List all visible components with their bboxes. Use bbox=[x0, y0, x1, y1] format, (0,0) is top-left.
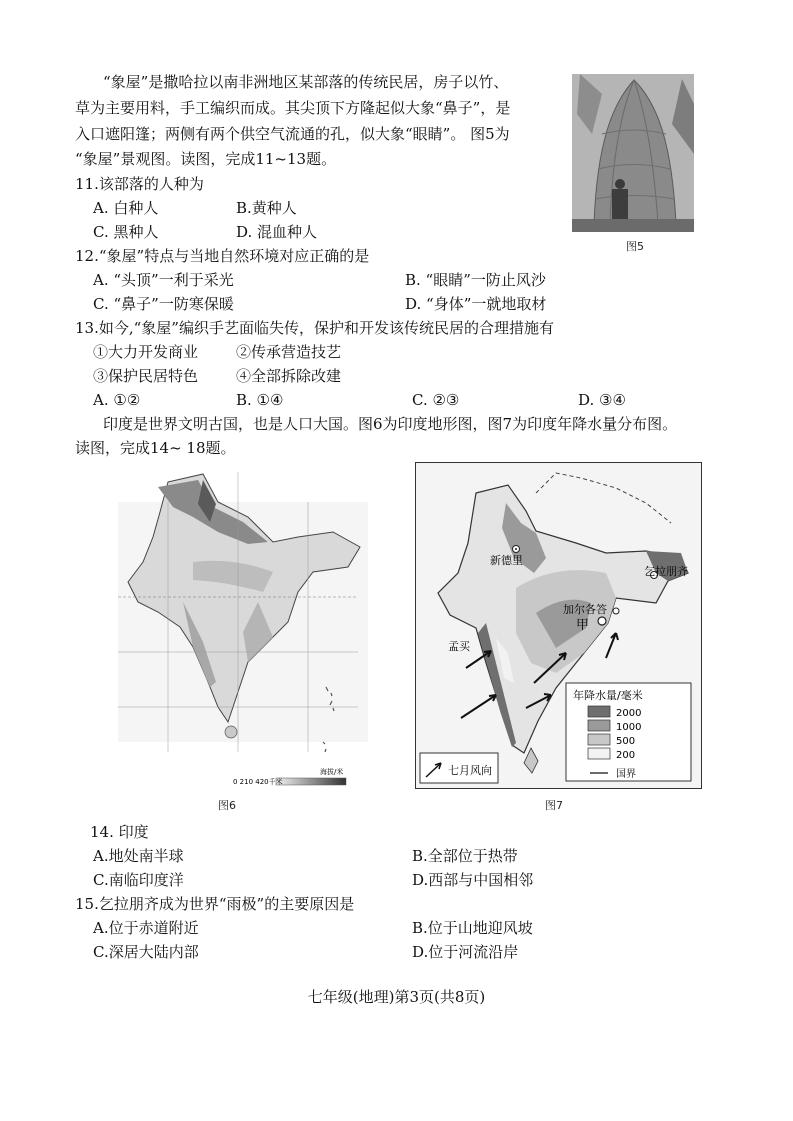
q15-stem: 15.乞拉朋齐成为世界“雨极”的主要原因是 bbox=[75, 895, 355, 913]
wind-legend-label: 七月风向 bbox=[448, 764, 492, 777]
q12-stem: 12.“象屋”特点与当地自然环境对应正确的是 bbox=[75, 247, 370, 265]
q11-stem: 11.该部落的人种为 bbox=[75, 175, 204, 193]
q13-option-d: D. ③④ bbox=[578, 391, 626, 409]
q11-option-b: B.黄种人 bbox=[236, 199, 297, 217]
intro2-line1: 印度是世界文明古国，也是人口大国。图6为印度地形图，图7为印度年降水量分布图。 bbox=[103, 415, 678, 433]
legend-title: 年降水量/毫米 bbox=[573, 689, 643, 702]
q15-option-b: B.位于山地迎风坡 bbox=[412, 919, 533, 937]
page-footer: 七年级(地理)第3页(共8页) bbox=[307, 988, 486, 1006]
legend-value-1000: 1000 bbox=[616, 722, 642, 733]
intro1-line1: “象屋”是撒哈拉以南非洲地区某部落的传统民居，房子以竹、 bbox=[103, 73, 509, 91]
intro2-line2: 读图，完成14~ 18题。 bbox=[75, 439, 236, 457]
q11-option-c: C. 黑种人 bbox=[93, 223, 159, 241]
q15-option-d: D.位于河流沿岸 bbox=[412, 943, 519, 961]
legend-value-200: 200 bbox=[616, 750, 636, 761]
q14-option-c: C.南临印度洋 bbox=[93, 871, 184, 889]
india-terrain-drawing bbox=[98, 462, 368, 792]
q13-option-a: A. ①② bbox=[93, 391, 141, 409]
q14-option-a: A.地处南半球 bbox=[93, 847, 184, 865]
india-precipitation-drawing bbox=[416, 463, 701, 788]
india-topographic-map bbox=[98, 462, 368, 792]
q14-stem: 14. 印度 bbox=[90, 823, 149, 841]
label-jia: 甲 bbox=[576, 618, 590, 633]
q14-option-d: D.西部与中国相邻 bbox=[412, 871, 534, 889]
q12-option-c: C. “鼻子”一防寒保暖 bbox=[93, 295, 234, 313]
q12-option-b: B. “眼睛”一防止风沙 bbox=[405, 271, 546, 289]
legend-border-label: 国界 bbox=[616, 769, 636, 780]
q15-option-a: A.位于赤道附近 bbox=[93, 919, 199, 937]
q14-option-b: B.全部位于热带 bbox=[412, 847, 518, 865]
legend-value-500: 500 bbox=[616, 736, 636, 747]
legend-swatch-1000 bbox=[588, 720, 610, 731]
legend-swatch-200 bbox=[588, 748, 610, 759]
intro1-line2: 草为主要用料，手工编织而成。其尖顶下方隆起似大象“鼻子”，是 bbox=[75, 99, 511, 117]
elephant-house-illustration bbox=[572, 74, 694, 232]
q13-statement-3: ③保护民居特色 bbox=[93, 367, 199, 385]
fig5-caption: 图5 bbox=[626, 240, 644, 253]
q13-option-b: B. ①④ bbox=[236, 391, 284, 409]
label-kolkata: 加尔各答 bbox=[563, 603, 607, 616]
fig7-caption: 图7 bbox=[545, 799, 563, 812]
map6-scale: 0 210 420千米 bbox=[233, 778, 283, 786]
label-cherrapunji: 乞拉朋齐 bbox=[644, 565, 688, 578]
legend-swatch-500 bbox=[588, 734, 610, 745]
q12-option-a: A. “头顶”一利于采光 bbox=[93, 271, 234, 289]
q13-statement-2: ②传承营造技艺 bbox=[236, 343, 342, 361]
fig6-caption: 图6 bbox=[218, 799, 236, 812]
q13-statement-1: ①大力开发商业 bbox=[93, 343, 199, 361]
q11-option-d: D. 混血种人 bbox=[236, 223, 318, 241]
india-precipitation-map bbox=[415, 462, 702, 789]
q12-option-d: D. “身体”一就地取材 bbox=[405, 295, 547, 313]
q13-stem: 13.如今,“象屋”编织手艺面临失传，保护和开发该传统民居的合理措施有 bbox=[75, 319, 554, 337]
legend-swatch-2000 bbox=[588, 706, 610, 717]
q11-option-a: A. 白种人 bbox=[93, 199, 159, 217]
q13-statement-4: ④全部拆除改建 bbox=[236, 367, 342, 385]
intro1-line4: “象屋”景观图。读图，完成11~13题。 bbox=[75, 150, 337, 168]
map6-elevation-label: 海拔/米 bbox=[320, 768, 344, 776]
intro1-line3: 入口遮阳篷；两侧有两个供空气流通的孔，似大象“眼睛”。 图5为 bbox=[75, 125, 510, 143]
q15-option-c: C.深居大陆内部 bbox=[93, 943, 199, 961]
elephant-house-photo bbox=[572, 74, 694, 232]
label-new-delhi: 新德里 bbox=[490, 554, 523, 567]
q13-option-c: C. ②③ bbox=[412, 391, 460, 409]
label-mumbai: 孟买 bbox=[448, 640, 470, 653]
legend-value-2000: 2000 bbox=[616, 708, 642, 719]
